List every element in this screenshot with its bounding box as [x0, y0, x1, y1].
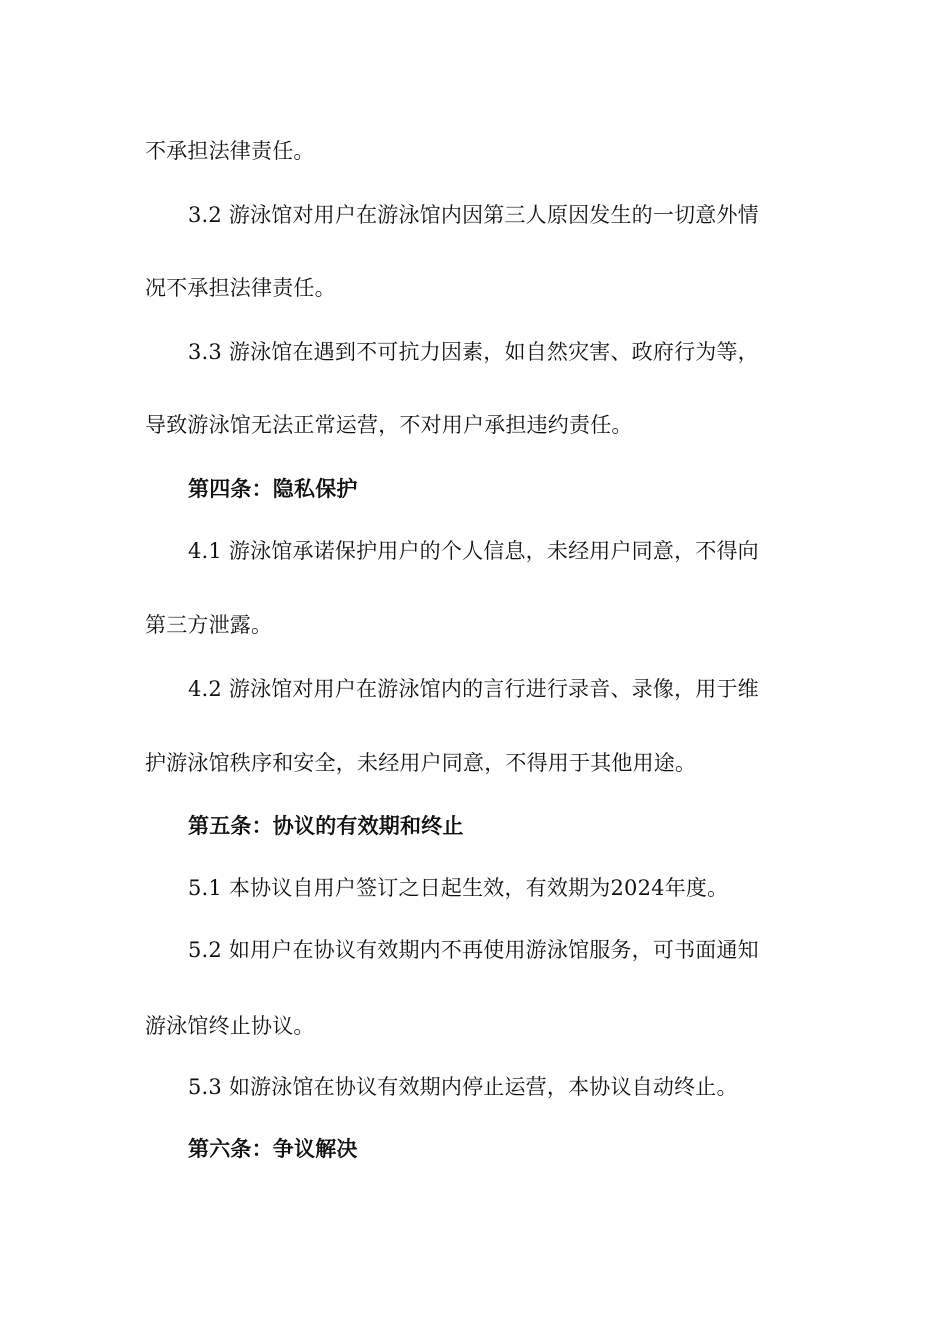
clause-5-3-line: 5.3 如游泳馆在协议有效期内停止运营，本协议自动终止。 — [188, 1075, 738, 1099]
clause-5-2-line: 5.2 如用户在协议有效期内不再使用游泳馆服务，可书面通知 — [188, 938, 759, 962]
paragraph-line: 导致游泳馆无法正常运营，不对用户承担违约责任。 — [145, 413, 633, 437]
clause-3-3-line: 3.3 游泳馆在遇到不可抗力因素，如自然灾害、政府行为等， — [188, 340, 759, 364]
section-heading-dispute: 第六条：争议解决 — [188, 1136, 358, 1161]
clause-5-1-line: 5.1 本协议自用户签订之日起生效，有效期为2024年度。 — [188, 876, 729, 900]
paragraph-line: 第三方泄露。 — [145, 613, 273, 637]
clause-4-1-line: 4.1 游泳馆承诺保护用户的个人信息，未经用户同意，不得向 — [188, 539, 759, 563]
clause-3-2-line: 3.2 游泳馆对用户在游泳馆内因第三人原因发生的一切意外情 — [188, 203, 759, 227]
paragraph-line: 不承担法律责任。 — [145, 139, 315, 163]
paragraph-line: 护游泳馆秩序和安全，未经用户同意，不得用于其他用途。 — [145, 751, 697, 775]
clause-4-2-line: 4.2 游泳馆对用户在游泳馆内的言行进行录音、录像，用于维 — [188, 677, 759, 701]
paragraph-line: 游泳馆终止协议。 — [145, 1014, 315, 1038]
section-heading-privacy: 第四条：隐私保护 — [188, 476, 358, 501]
section-heading-term: 第五条：协议的有效期和终止 — [188, 813, 464, 838]
paragraph-line: 况不承担法律责任。 — [145, 276, 336, 300]
